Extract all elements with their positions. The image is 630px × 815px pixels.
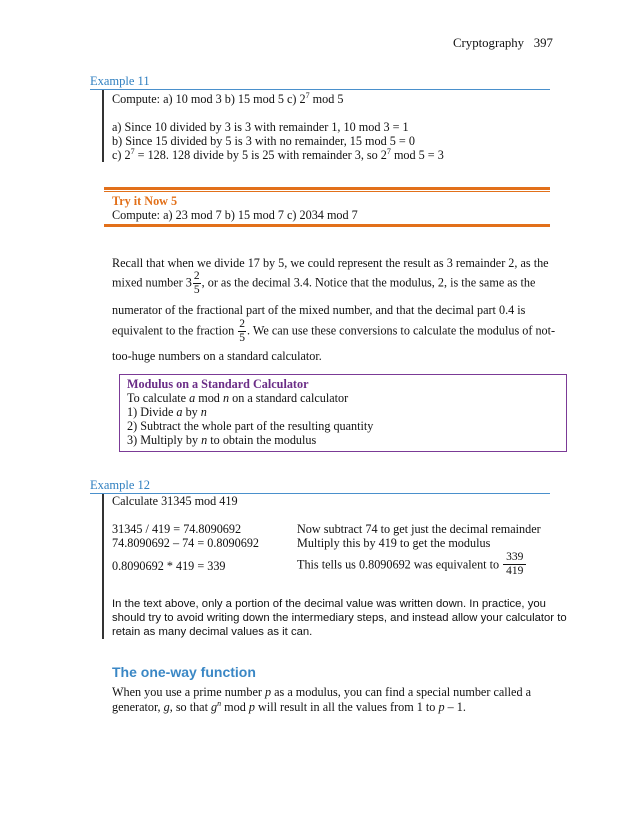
example-11-line-a: a) Since 10 divided by 3 is 3 with remainder 1, 10 mod 3 = 1 [112,120,409,134]
example-11-label: Example 11 [90,74,150,88]
example-11-line-c: c) $2^7 = 128$. 128 divide by 5 is 25 with remainder 3, so $2^7$ mod 5 = 3 [112,147,444,162]
try-it-top-rule [104,187,550,190]
calc-step-2: 2) Subtract the whole part of the resulting quantity [127,419,374,433]
try-it-bottom-rule [104,224,550,227]
calc-step-1: 1) Divide a by n [127,405,207,419]
example-11-rule [90,89,550,90]
calc-row-1-right: Now subtract 74 to get just the decimal remainder [297,522,541,536]
example-11-prompt: Compute: a) 10 mod 3 b) 15 mod 5 c) $2^7$ mod 5 [112,91,344,106]
example-12-note-3: retain as many decimal values as it can. [112,626,313,638]
oneway-line-2: generator, g, so that $g^n$ mod p will result in all the values from 1 to p – 1. [112,699,466,714]
oneway-line-1: When you use a prime number p as a modulus, you can find a special number called a [112,685,531,699]
page-number: 397 [533,36,553,50]
recall-line-5: too-huge numbers on a standard calculator. [112,349,322,363]
example-11-line-b: b) Since 15 divided by 5 is 3 with no remainder, 15 mod 5 = 0 [112,134,415,148]
example-11-bar [102,90,104,162]
recall-line-4: equivalent to the fraction $\frac{2}{5}$ . We can use these conversions to calculate the modulus of not- [112,318,556,344]
header-title: Cryptography [453,36,525,50]
calc-step-3: 3) Multiply by n to obtain the modulus [127,433,317,447]
calc-row-2-right: Multiply this by 419 to get the modulus [297,536,491,550]
fraction-339-419: $\frac{339}{419}$ [503,551,526,578]
try-it-prompt: Compute: a) 23 mod 7 b) 15 mod 7 c) 2034 mod 7 [112,208,358,222]
try-it-title: Try it Now 5 [112,194,178,208]
calc-row-3-right: This tells us 0.8090692 was equivalent to $\frac{339}{419}$ [297,551,527,578]
calc-row-3-left: 0.8090692 * 419 = 339 [112,559,226,573]
example-12-note-1: In the text above, only a portion of the decimal value was written down. In practice, you [112,598,546,610]
example-12-prompt: Calculate 31345 mod 419 [112,494,238,508]
example-12-bar [102,494,104,639]
fraction-2-5-b: $\frac{2}{5}$ [239,318,245,344]
calc-row-2-left: 74.8090692 – 74 = 0.8090692 [112,536,260,550]
try-it-top-rule-thin [104,191,550,192]
recall-line-3: numerator of the fractional part of the mixed number, and that the decimal part 0.4 is [112,303,526,317]
recall-line-1: Recall that when we divide 17 by 5, we could represent the result as 3 remainder 2, as the [112,256,549,270]
recall-line-2: mixed number 3 $\frac{2}{5}$ , or as the decimal 3.4. Notice that the modulus, 2, is the same as the [112,270,536,296]
calc-row-1-left: 31345 / 419 = 74.8090692 [112,522,242,536]
section-heading-oneway: The one-way function [112,664,256,680]
example-12-note-2: should try to avoid writing down the intermediary steps, and instead allow your calculator to [112,612,567,624]
fraction-2-5: $\frac{2}{5}$ [193,270,200,296]
example-12-label: Example 12 [90,478,151,492]
calc-box-title: Modulus on a Standard Calculator [127,377,309,391]
calc-box-intro: To calculate a mod n on a standard calculator [127,391,349,405]
running-header [453,36,553,51]
